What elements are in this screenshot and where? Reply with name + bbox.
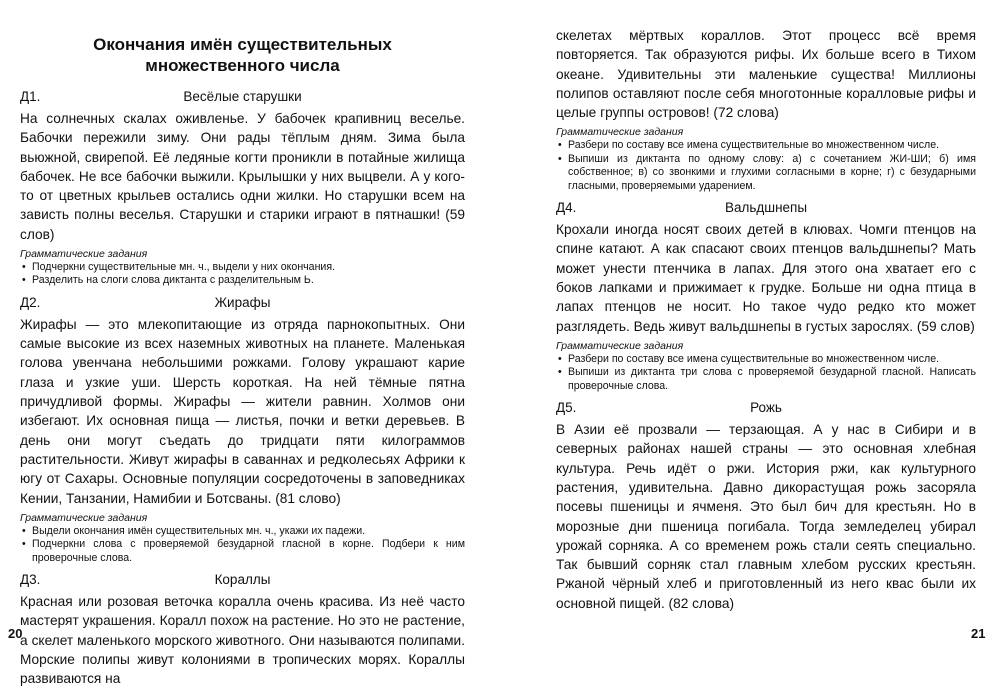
page-number-right: 21 [971,626,985,641]
tasks-heading: Грамматические задания [20,248,465,261]
page-number-left: 20 [8,626,22,641]
dictation-heading [556,399,976,417]
dictation-title: Рожь [556,399,976,417]
task-item: • Разбери по составу все имена существительные во множественном числе. [556,353,976,366]
task-item: • Разбери по составу все имена существительные во множественном числе. [556,139,976,152]
dictation-text: На солнечных скалах оживленье. У бабочек крапивниц веселье. Бабочки пережили зиму. Они рады тёплым дням. Зима была вьюжной, свирепой. Её ледяные когти проникли в потайные жилища бабочек. Не все бабочки выжили. Крылышки у них выцвели. А у кого-то от цветных крыльев остались одни жилки. Но старушки всем на зависть полны веселья. Старушки и старики играют в пятнашки! (59 слов) [20,109,465,244]
left-page [20,0,465,656]
dictation-number: Д3. [20,571,40,589]
tasks-heading: Грамматические задания [556,126,976,139]
dictation-text: Жирафы — это млекопитающие из отряда парнокопытных. Они самые высокие из всех наземных животных на планете. Маленькая голова увенчана небольшими рожками. Голову украшают карие глаза и узкие уши. Шерсть короткая. На ней тёмные пятна причудливой формы. Жирафы — жители равнин. Холмов они избегают. Их основная пища — листья, почки и ветки деревьев. В день они могут съедать до тридцати пяти килограммов растительности. Живут жирафы в саваннах и редколесьях Африки к югу от Сахары. Основные популяции сосредоточены в заповедниках Кении, Танзании, Намибии и Ботсваны. (81 слово) [20,315,465,508]
task-item: • Выпиши из диктанта по одному слову: а) с сочетанием ЖИ-ШИ; б) имя собственное; в) со звонкими и глухими согласными в корне; г) с безударными гласными, проверяемыми ударением. [556,153,976,193]
dictation-d3-continuation [556,26,976,193]
dictation-text: Красная или розовая веточка коралла очень красива. Из неё часто мастерят украшения. Коралл похож на растение. Но это не растение, а скелет маленького морского животного. Они называются полипами. Морские полипы живут колониями в тропических морях. Кораллы развиваются на [20,592,465,688]
dictation-d3 [20,571,465,688]
dictation-number: Д4. [556,199,576,217]
dictation-number: Д2. [20,294,40,312]
dictation-title: Жирафы [20,294,465,312]
dictation-heading [556,199,976,217]
dictation-text: скелетах мёртвых кораллов. Этот процесс всё время повторяется. Так образуются рифы. Их больше всего в Тихом океане. Удивительны эти маленькие существа! Миллионы полипов оставляют после себя многотонные коралловые рифы и целые группы островов! (72 слова) [556,26,976,122]
dictation-text: Крохали иногда носят своих детей в клювах. Чомги птенцов на спине катают. А как спасают своих птенцов вальдшнепы? Мать может унести птенчика в лапах. Для этого она хватает его с боков лапками и прижимает к грудке. Больше ни одна птица в лапах птенцов не носит. Но такое чудо редко кто может разглядеть. Ведь живут вальдшнепы в густых зарослях. (59 слов) [556,220,976,336]
dictation-d4 [556,199,976,393]
dictation-heading [20,88,465,106]
right-page [556,0,976,656]
title-line-2: множественного числа [20,55,465,76]
tasks-list [20,261,465,288]
dictation-d1 [20,88,465,288]
task-item: • Подчеркни слова с проверяемой безударной гласной в корне. Подбери к ним проверочные слова. [20,538,465,565]
tasks-heading: Грамматические задания [556,340,976,353]
task-item: • Подчеркни существительные мн. ч., выдели у них окончания. [20,261,465,274]
dictation-d5 [556,399,976,613]
task-item: • Выдели окончания имён существительных мн. ч., укажи их падежи. [20,525,465,538]
dictation-heading [20,294,465,312]
task-item: • Разделить на слоги слова диктанта с разделительным Ь. [20,274,465,287]
tasks-list [556,139,976,193]
dictation-heading [20,571,465,589]
dictation-title: Кораллы [20,571,465,589]
dictation-d2 [20,294,465,565]
page-title [20,34,465,76]
tasks-list [556,353,976,393]
dictation-title: Вальдшнепы [556,199,976,217]
dictation-number: Д1. [20,88,40,106]
tasks-heading: Грамматические задания [20,512,465,525]
title-line-1: Окончания имён существительных [20,34,465,55]
dictation-title: Весёлые старушки [20,88,465,106]
dictation-text: В Азии её прозвали — терзающая. А у нас в Сибири и в северных районах нашей страны — это основная хлебная культура. Речь идёт о ржи. История ржи, как культурного растения, удивительна. Давно дикорастущая рожь засоряла посевы пшеницы и ячменя. Это был бич для крестьян. Но в морозные дни пшеница погибала. Тогда земледелец убирал урожай сорняка. А со временем рожь стали сеять специально. Так бывший сорняк стал главным хлебом русских крестьян. Ржаной чёрный хлеб и приготовленный из него квас были их основной пищей. (82 слова) [556,420,976,613]
task-item: • Выпиши из диктанта три слова с проверяемой безударной гласной. Написать проверочные слова. [556,366,976,393]
dictation-number: Д5. [556,399,576,417]
tasks-list [20,525,465,565]
